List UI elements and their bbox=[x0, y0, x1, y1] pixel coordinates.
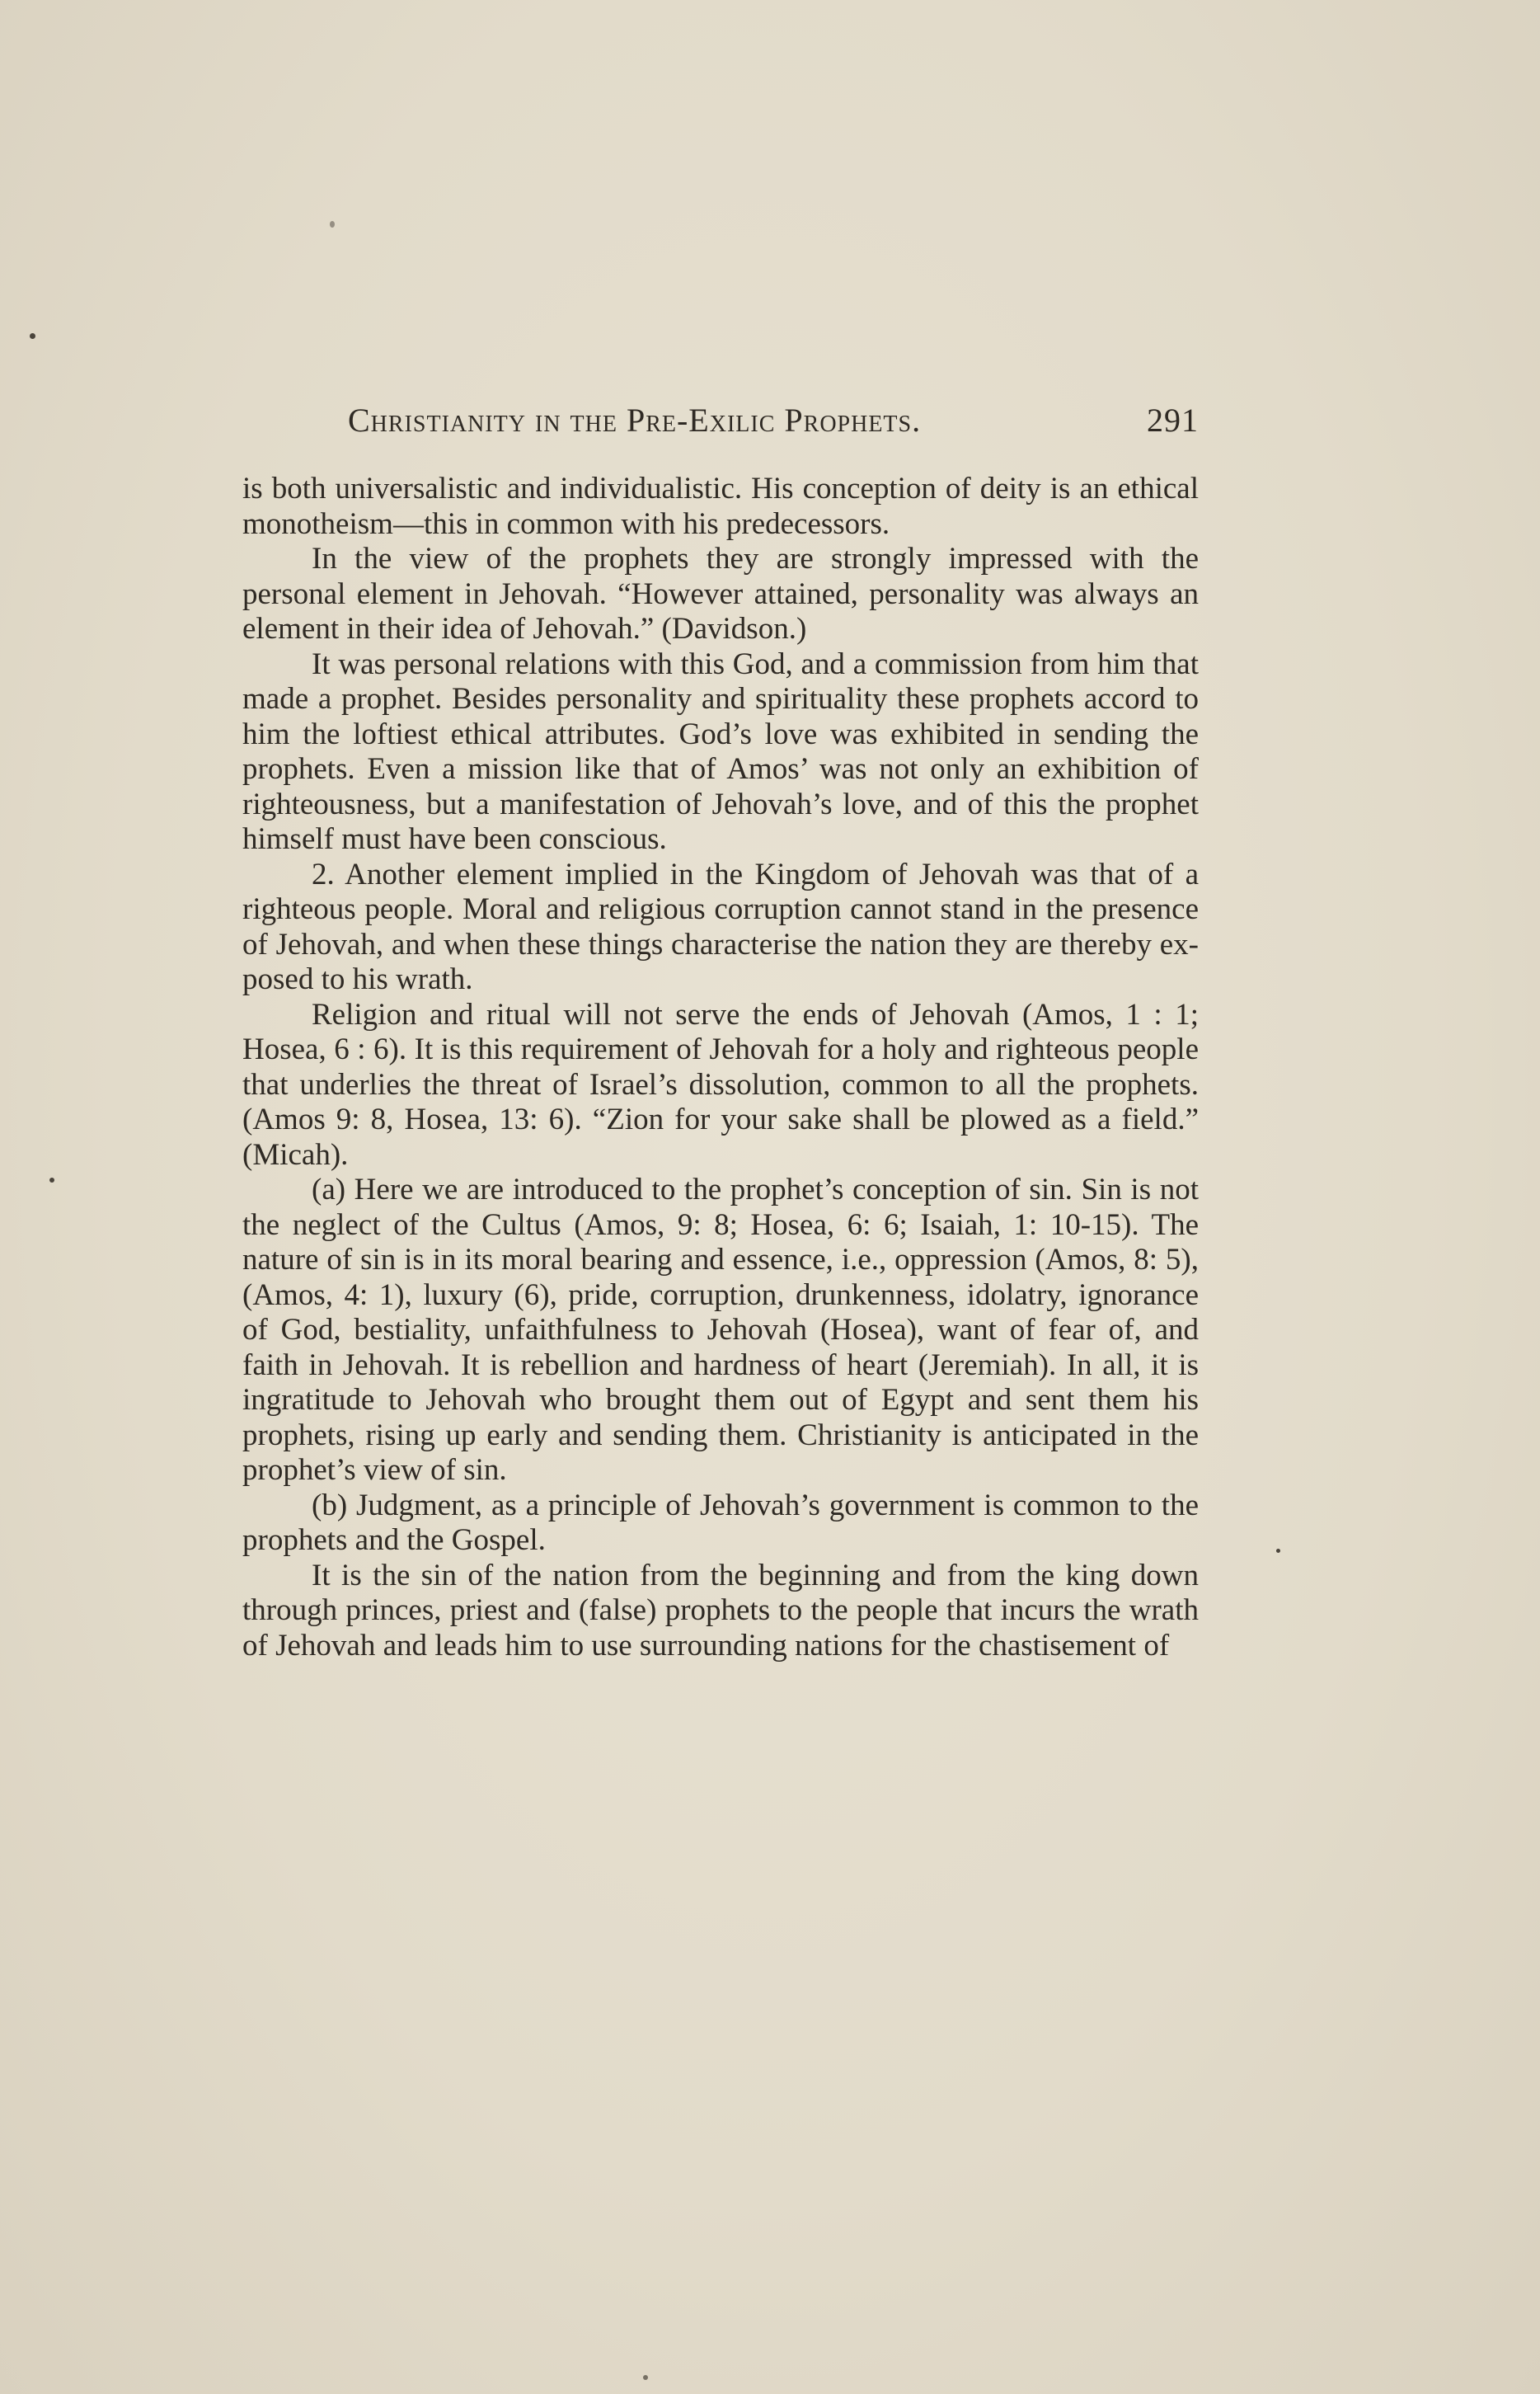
paragraph-personal-element: In the view of the prophets they are strongly impressed with the personal element in Jehovah. “However attained, personality was always an element in their idea of Jehovah.” (Davidson.) bbox=[242, 542, 1199, 646]
paper-speck bbox=[49, 1178, 54, 1183]
running-title: Christianity in the Pre-Exilic Prophets. bbox=[348, 402, 922, 439]
paragraph-sin-of-nation: It is the sin of the nation from the beginning and from the king down through princes, priest and (false) prophets to the people that incurs the wrath of Jehovah and leads him to use surrounding nations for the chastisement of bbox=[242, 1558, 1199, 1663]
paper-speck bbox=[330, 221, 335, 228]
paragraph-personal-relations: It was personal relations with this God, and a commission from him that made a prophet. Besides personality and spirituality these prophets accord to him the loftiest ethical attributes. God’s love was exhibited in sending the prophets. Even a mission like that of Amos’ was not only an exhibition of righteousness, but a manifestation of Jehovah’s love, and of this the prophet himself must have been conscious. bbox=[242, 647, 1199, 856]
paragraph-religion-ritual: Religion and ritual will not serve the ends of Jehovah (Amos, 1 : 1; Hosea, 6 : 6). It is this requirement of Jehovah for a holy and righteous people that underlies the threat of Israel’s dissolution, common to all the prophets. (Amos 9: 8, Hosea, 13: 6). “Zion for your sake shall be plowed as a field.” (Micah). bbox=[242, 997, 1199, 1172]
paper-speck bbox=[1276, 1549, 1280, 1553]
paragraph-judgment: (b) Judgment, as a principle of Jehovah’s government is common to the prophets and the Gospel. bbox=[242, 1488, 1199, 1557]
body-text bbox=[242, 472, 1199, 1663]
paragraph-continuation: is both universalistic and individualistic. His conception of deity is an ethical monotheism—this in common with his predecessors. bbox=[242, 472, 1199, 541]
page-number: 291 bbox=[1147, 402, 1199, 439]
running-header bbox=[242, 401, 1199, 450]
paper-speck bbox=[643, 2375, 648, 2380]
paragraph-conception-of-sin: (a) Here we are introduced to the prophet’s conception of sin. Sin is not the neglect of the Cultus (Amos, 9: 8; Hosea, 6: 6; Isaiah, 1: 10-15). The nature of sin is in its moral bearing and essence, i.e., oppression (Amos, 8: 5), (Amos, 4: 1), luxury (6), pride, corruption, drunkenness, idolatry, ignorance of God, bestiality, unfaithfulness to Jehovah (Hosea), want of fear of, and faith in Jehovah. It is rebellion and hardness of heart (Jeremiah). In all, it is ingratitude to Jehovah who brought them out of Egypt and sent them his prophets, rising up early and sending them. Christianity is anticipated in the prophet’s view of sin. bbox=[242, 1173, 1199, 1487]
paper-speck bbox=[30, 333, 35, 339]
paragraph-righteous-people: 2. Another element implied in the Kingdom of Jehovah was that of a righteous people. Moral and religious corruption cannot stand in the presence of Jehovah, and when these things characterise the nation they are thereby exposed to his wrath. bbox=[242, 857, 1199, 996]
